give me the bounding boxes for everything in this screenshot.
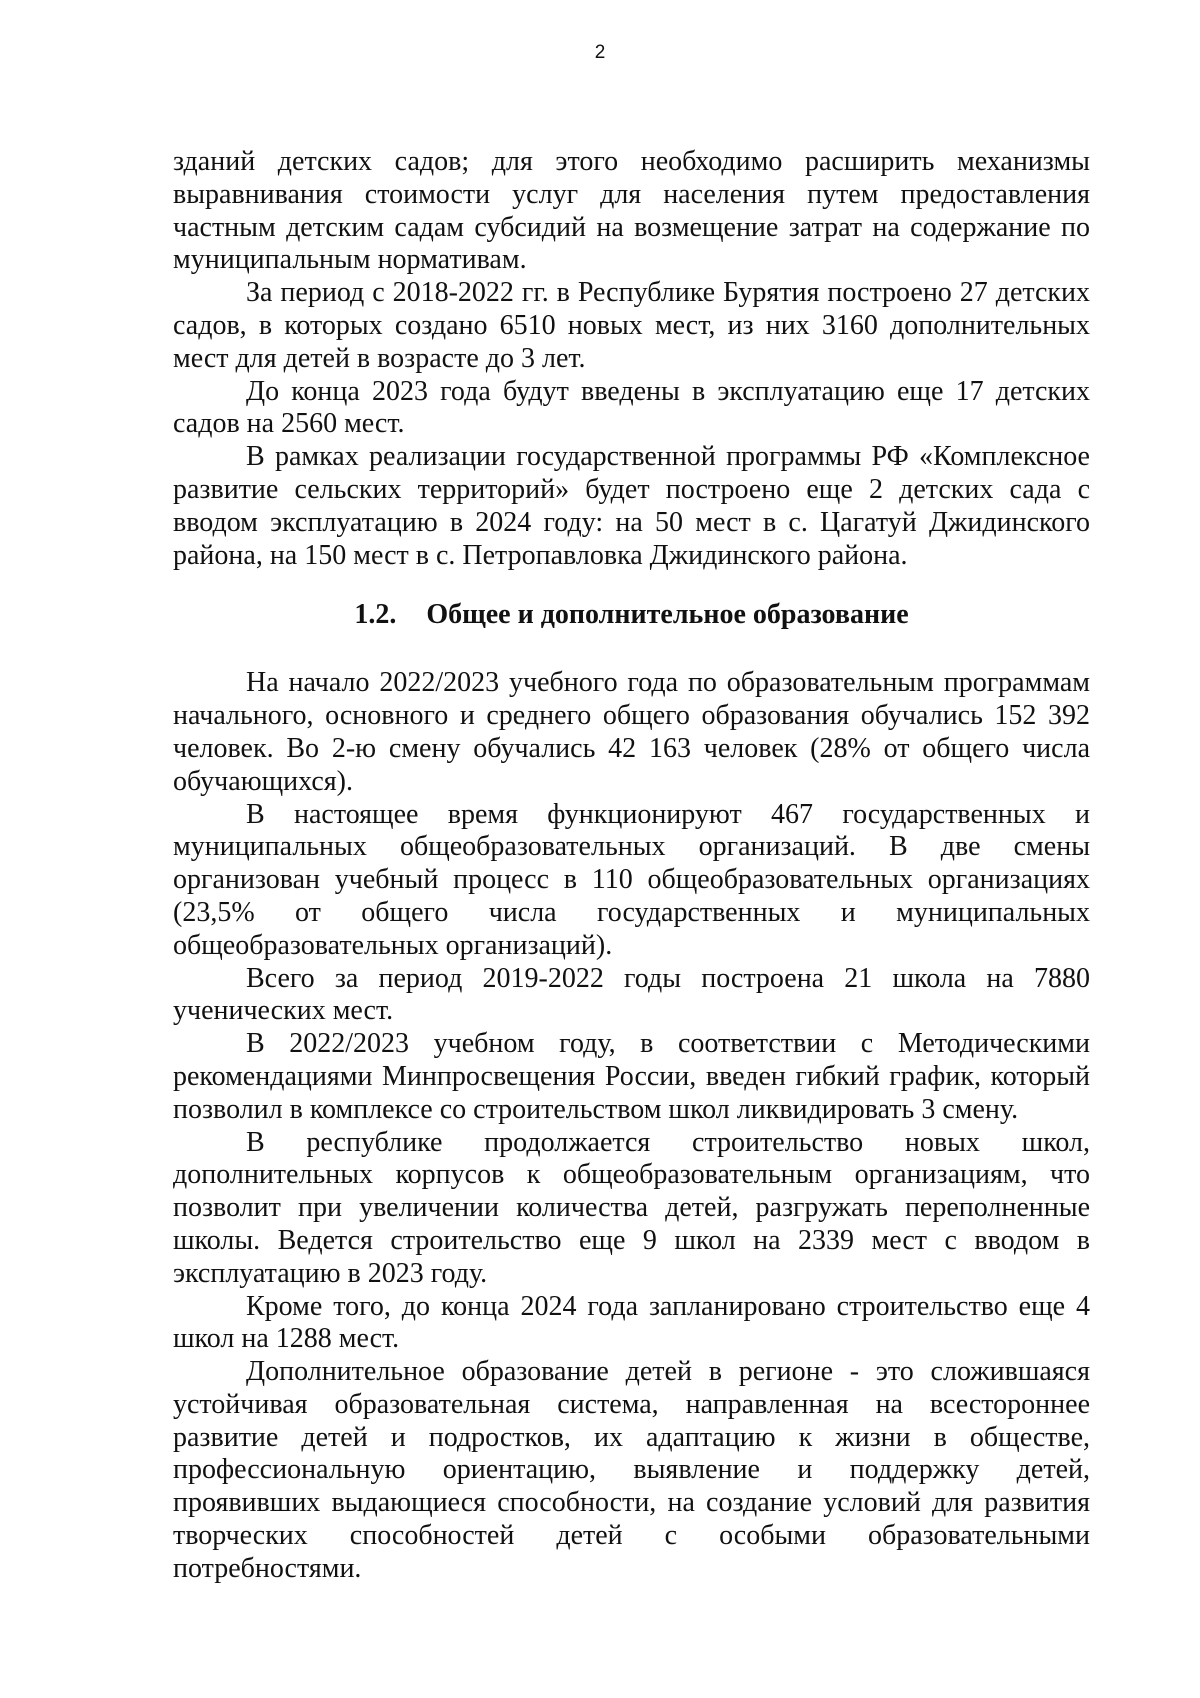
paragraph-planned-2024: Кроме того, до конца 2024 года запланировано строительство еще 4 школ на 1288 мест. [173,1290,1090,1355]
paragraph-kindergartens-built: За период с 2018-2022 гг. в Республике Бурятия построено 27 детских садов, в которых создано 6510 новых мест, из них 3160 дополнительных мест для детей в возрасте до 3 лет. [173,277,1090,374]
paragraph-flexible-schedule: В 2022/2023 учебном году, в соответствии с Методическими рекомендациями Минпросвещения России, введен гибкий график, который позволил в комплексе со строительством школ ликвидировать 3 смену. [173,1028,1090,1125]
paragraph-construction: В республике продолжается строительство новых школ, дополнительных корпусов к общеобразовательным организациям, что позволит при увеличении количества детей, разгружать переполненные школы. Ведется строительство еще 9 школ на 2339 мест с вводом в эксплуатацию в 2023 году. [173,1126,1090,1289]
paragraph-kindergartens-2023: До конца 2023 года будут введены в эксплуатацию еще 17 детских садов на 2560 мест. [173,375,1090,440]
paragraph-students-count: На начало 2022/2023 учебного года по образовательным программам начального, основного и среднего общего образования обучались 152 392 человек. Во 2-ю смену обучались 42 163 человек (28% от общего числа обучающихся). [173,667,1090,797]
section-number: 1.2. [354,599,397,631]
paragraph-rural-program: В рамках реализации государственной программы РФ «Комплексное развитие сельских территорий» будет построено еще 2 детских сада с вводом эксплуатацию в 2024 году: на 50 мест в с. Цагатуй Джидинского района, на 150 мест в с. Петропавловка Джидинского района. [173,441,1090,571]
page-number: 2 [594,42,606,63]
section-title: Общее и дополнительное образование [426,599,909,631]
paragraph-organizations: В настоящее время функционируют 467 государственных и муниципальных общеобразовательных организаций. В две смены организован учебный процесс в 110 общеобразовательных организациях (23,5% от общего числа государственных и муниципальных общеобразовательных организаций). [173,798,1090,961]
document-body [173,146,1090,1586]
paragraph-additional-education: Дополнительное образование детей в регионе - это сложившаяся устойчивая образовательная система, направленная на всестороннее развитие детей и подростков, их адаптацию к жизни в обществе, профессиональную ориентацию, выявление и поддержку детей, проявивших выдающиеся способности, на создание условий для развития творческих способностей детей с особыми образовательными потребностями. [173,1356,1090,1584]
paragraph-schools-built: Всего за период 2019-2022 годы построена 21 школа на 7880 ученических мест. [173,962,1090,1027]
section-heading [173,598,1090,631]
paragraph-continuation: зданий детских садов; для этого необходимо расширить механизмы выравнивания стоимости услуг для населения путем предоставления частным детским садам субсидий на возмещение затрат на содержание по муниципальным нормативам. [173,146,1090,276]
